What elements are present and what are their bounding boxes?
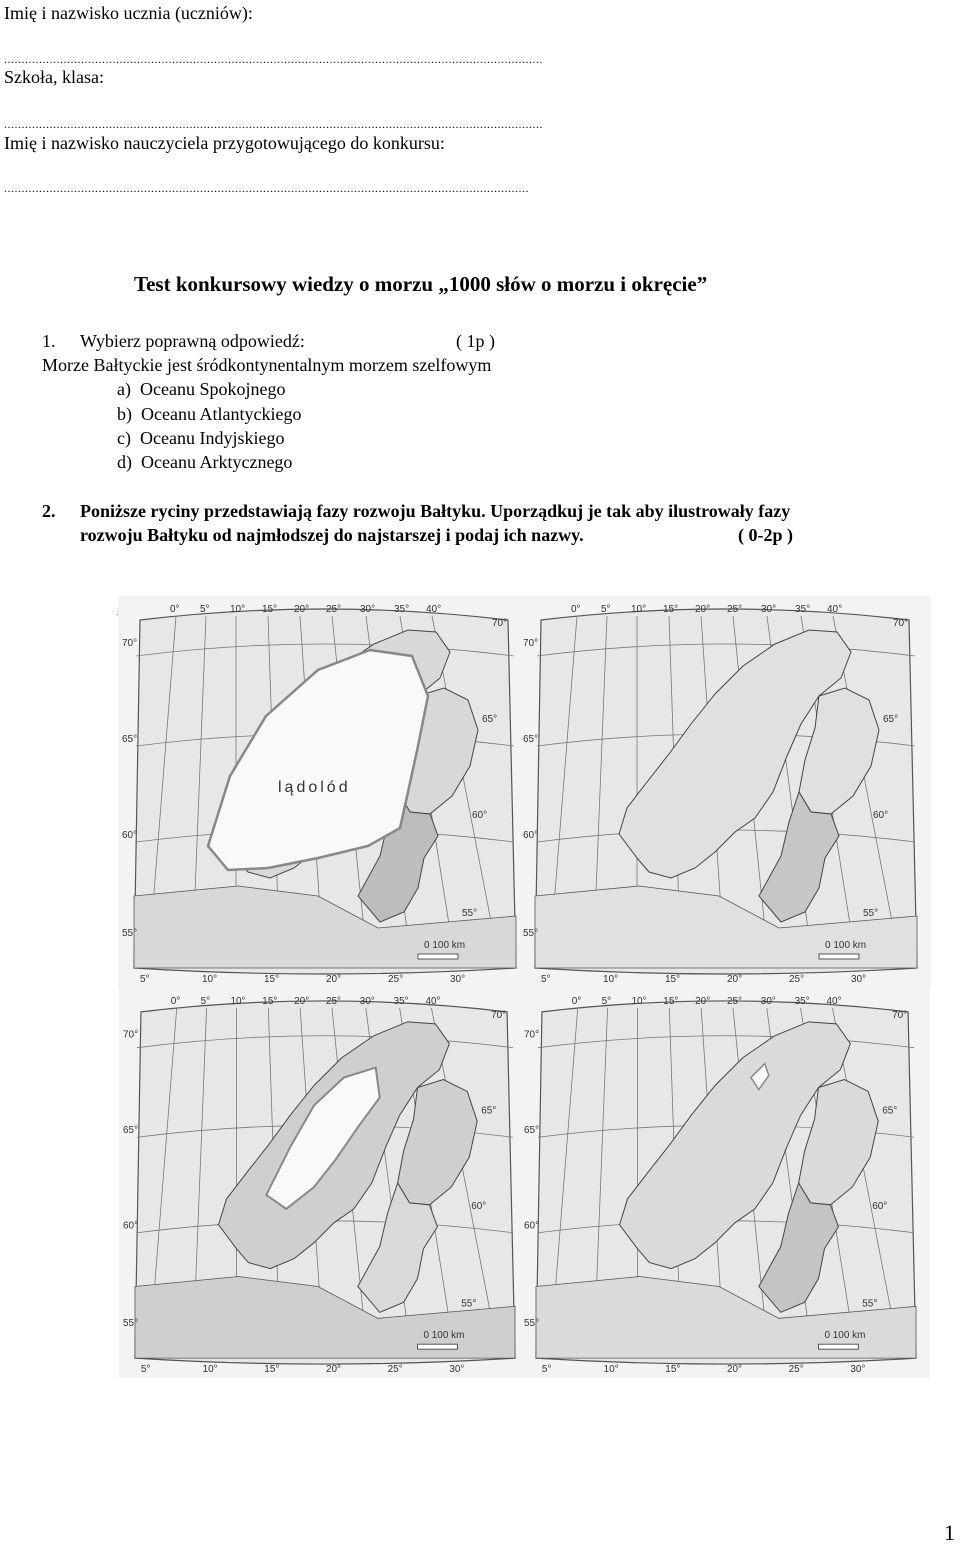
svg-text:25°: 25°: [326, 604, 342, 615]
svg-text:20°: 20°: [695, 995, 711, 1007]
svg-text:65°: 65°: [122, 734, 138, 745]
baltic-map-svg: [519, 596, 931, 988]
svg-text:5°: 5°: [601, 995, 612, 1007]
svg-text:55°: 55°: [461, 1298, 477, 1310]
test-title: Test konkursowy wiedzy o morzu „1000 słów o morzu i okręcie”: [134, 272, 708, 296]
svg-text:10°: 10°: [230, 995, 246, 1007]
svg-text:25°: 25°: [726, 995, 743, 1007]
svg-text:60°: 60°: [523, 830, 539, 841]
svg-text:55°: 55°: [523, 928, 539, 939]
svg-text:70°: 70°: [893, 618, 909, 629]
teacher-name-label: Imię i nazwisko nauczyciela przygotowującego do konkursu:: [4, 133, 445, 153]
svg-text:lądolód: lądolód: [278, 779, 351, 796]
svg-text:70°: 70°: [491, 1009, 507, 1021]
svg-text:70°: 70°: [492, 618, 508, 629]
svg-text:15°: 15°: [264, 974, 280, 985]
svg-text:20°: 20°: [727, 974, 743, 985]
svg-text:15°: 15°: [665, 1364, 681, 1376]
svg-text:55°: 55°: [863, 908, 879, 919]
svg-text:20°: 20°: [326, 974, 342, 985]
svg-text:70°: 70°: [123, 1029, 139, 1041]
q2-points: ( 0-2p ): [738, 525, 793, 545]
svg-text:20°: 20°: [325, 1364, 342, 1376]
svg-text:25°: 25°: [388, 974, 404, 985]
svg-text:5°: 5°: [200, 995, 211, 1007]
svg-text:25°: 25°: [387, 1364, 403, 1376]
svg-text:30°: 30°: [851, 974, 867, 985]
svg-text:20°: 20°: [294, 995, 310, 1007]
q1-stem: Morze Bałtyckie jest śródkontynentalnym morzem szelfowym: [42, 355, 492, 375]
baltic-map-svg: [118, 988, 530, 1378]
svg-text:0°: 0°: [571, 995, 582, 1007]
svg-text:30°: 30°: [850, 1364, 866, 1376]
svg-text:15°: 15°: [262, 604, 278, 615]
svg-text:10°: 10°: [631, 995, 647, 1007]
svg-text:55°: 55°: [862, 1298, 878, 1310]
svg-text:65°: 65°: [883, 714, 899, 725]
svg-text:40°: 40°: [827, 604, 843, 615]
svg-text:15°: 15°: [663, 995, 679, 1007]
svg-text:5°: 5°: [140, 974, 150, 985]
svg-text:60°: 60°: [123, 1220, 139, 1232]
svg-text:20°: 20°: [695, 604, 711, 615]
svg-text:5°: 5°: [541, 1364, 552, 1376]
svg-text:35°: 35°: [394, 604, 410, 615]
student-name-label: Imię i nazwisko ucznia (uczniów):: [4, 3, 253, 23]
svg-text:55°: 55°: [524, 1318, 540, 1330]
svg-text:65°: 65°: [523, 734, 539, 745]
svg-text:5°: 5°: [601, 604, 611, 615]
svg-text:40°: 40°: [425, 995, 441, 1007]
school-class-dots[interactable]: ..........................................................................................................................................................: [4, 117, 543, 131]
baltic-map-svg: [118, 596, 530, 988]
svg-text:40°: 40°: [426, 604, 442, 615]
q1-option-a[interactable]: a) Oceanu Spokojnego: [117, 379, 286, 399]
svg-text:65°: 65°: [123, 1125, 139, 1137]
svg-text:70°: 70°: [523, 638, 539, 649]
svg-text:70°: 70°: [524, 1029, 540, 1041]
q1-points: ( 1p ): [456, 331, 495, 351]
svg-text:10°: 10°: [603, 1364, 619, 1376]
q1-option-d[interactable]: d) Oceanu Arktycznego: [117, 452, 293, 472]
svg-text:10°: 10°: [202, 974, 218, 985]
svg-text:65°: 65°: [882, 1105, 898, 1117]
svg-text:55°: 55°: [123, 1318, 139, 1330]
svg-text:40°: 40°: [826, 995, 842, 1007]
svg-text:15°: 15°: [665, 974, 681, 985]
q2-number: 2.: [42, 501, 56, 521]
school-class-label: Szkoła, klasa:: [4, 67, 104, 87]
svg-text:10°: 10°: [603, 974, 619, 985]
svg-text:60°: 60°: [873, 810, 889, 821]
svg-text:60°: 60°: [122, 830, 138, 841]
svg-text:60°: 60°: [872, 1200, 888, 1212]
svg-text:30°: 30°: [359, 995, 375, 1007]
svg-text:60°: 60°: [472, 810, 488, 821]
q1-number: 1.: [42, 331, 56, 351]
svg-text:0 100 km: 0 100 km: [424, 940, 466, 951]
q1-option-b[interactable]: b) Oceanu Atlantyckiego: [117, 404, 302, 424]
svg-text:15°: 15°: [262, 995, 278, 1007]
svg-text:30°: 30°: [449, 1364, 465, 1376]
svg-text:70°: 70°: [122, 638, 138, 649]
svg-text:0°: 0°: [170, 995, 181, 1007]
svg-text:65°: 65°: [524, 1125, 540, 1137]
q2-line2: rozwoju Bałtyku od najmłodszej do najstarszej i podaj ich nazwy.: [80, 525, 584, 545]
svg-text:30°: 30°: [761, 604, 777, 615]
svg-text:15°: 15°: [264, 1364, 280, 1376]
svg-text:30°: 30°: [450, 974, 466, 985]
svg-text:25°: 25°: [325, 995, 342, 1007]
svg-text:35°: 35°: [794, 995, 810, 1007]
svg-text:0 100 km: 0 100 km: [825, 940, 867, 951]
q2-line1: Poniższe ryciny przedstawiają fazy rozwoju Bałtyku. Uporządkuj je tak aby ilustrowały fazy: [80, 501, 791, 521]
teacher-name-dots[interactable]: ......................................................................................................................................................: [4, 181, 529, 195]
map-d: [519, 988, 931, 1378]
svg-text:25°: 25°: [788, 1364, 804, 1376]
svg-text:20°: 20°: [294, 604, 310, 615]
svg-text:60°: 60°: [524, 1220, 540, 1232]
svg-text:5°: 5°: [200, 604, 210, 615]
svg-text:35°: 35°: [393, 995, 409, 1007]
svg-text:70°: 70°: [892, 1009, 908, 1021]
svg-text:10°: 10°: [202, 1364, 218, 1376]
student-name-dots[interactable]: ..........................................................................................................................................................: [4, 52, 543, 66]
svg-text:65°: 65°: [481, 1105, 497, 1117]
map-c: [118, 988, 530, 1378]
svg-text:25°: 25°: [789, 974, 805, 985]
map-a: [118, 596, 530, 988]
baltic-map-svg: [519, 988, 931, 1378]
svg-text:25°: 25°: [727, 604, 743, 615]
map-b: [519, 596, 931, 988]
svg-text:5°: 5°: [140, 1364, 151, 1376]
svg-text:55°: 55°: [462, 908, 478, 919]
svg-text:0 100 km: 0 100 km: [423, 1330, 465, 1342]
svg-text:10°: 10°: [230, 604, 246, 615]
svg-text:0°: 0°: [571, 604, 581, 615]
svg-text:5°: 5°: [541, 974, 551, 985]
q1-prompt: Wybierz poprawną odpowiedź:: [80, 331, 305, 351]
svg-text:30°: 30°: [360, 604, 376, 615]
svg-text:10°: 10°: [631, 604, 647, 615]
svg-text:65°: 65°: [482, 714, 498, 725]
svg-text:20°: 20°: [726, 1364, 743, 1376]
svg-text:0 100 km: 0 100 km: [824, 1330, 866, 1342]
page-number: 1: [944, 1520, 955, 1545]
svg-text:60°: 60°: [471, 1200, 487, 1212]
svg-text:0°: 0°: [170, 604, 180, 615]
svg-text:15°: 15°: [663, 604, 679, 615]
q1-option-c[interactable]: c) Oceanu Indyjskiego: [117, 428, 285, 448]
svg-text:30°: 30°: [760, 995, 776, 1007]
svg-text:35°: 35°: [795, 604, 811, 615]
svg-text:55°: 55°: [122, 928, 138, 939]
